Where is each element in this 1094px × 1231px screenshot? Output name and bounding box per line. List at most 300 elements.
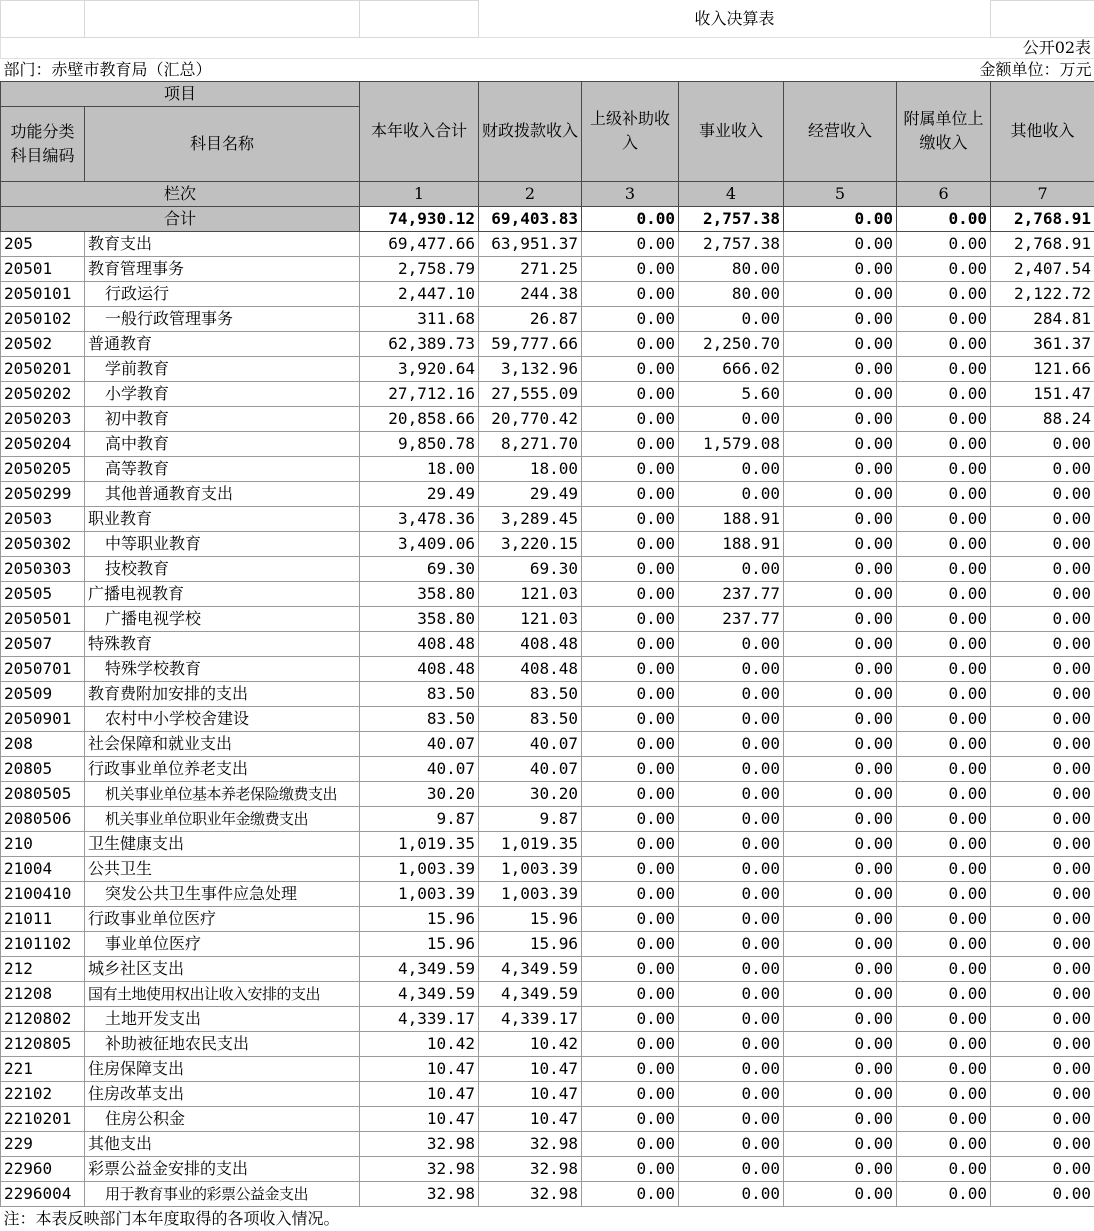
row-name: 其他普通教育支出 [85, 481, 360, 506]
row-value: 0.00 [897, 1156, 991, 1181]
row-value: 0.00 [897, 331, 991, 356]
row-value: 0.00 [784, 1056, 897, 1081]
table-row [1, 1006, 1094, 1031]
row-value: 271.25 [479, 256, 582, 281]
total-value: 0.00 [582, 206, 679, 231]
row-value: 10.47 [360, 1106, 479, 1131]
row-name: 教育支出 [85, 231, 360, 256]
row-value: 0.00 [679, 1156, 784, 1181]
row-value: 32.98 [360, 1156, 479, 1181]
row-value: 0.00 [784, 881, 897, 906]
row-code: 2050202 [1, 381, 85, 406]
page-title: 收入决算表 [479, 1, 991, 38]
row-value: 69.30 [479, 556, 582, 581]
row-value: 0.00 [679, 756, 784, 781]
col-number: 4 [679, 181, 784, 206]
row-name: 突发公共卫生事件应急处理 [85, 881, 360, 906]
table-row [1, 606, 1094, 631]
row-value: 29.49 [360, 481, 479, 506]
row-value: 0.00 [582, 281, 679, 306]
row-name: 中等职业教育 [85, 531, 360, 556]
row-value: 0.00 [897, 956, 991, 981]
row-name: 教育管理事务 [85, 256, 360, 281]
row-value: 0.00 [897, 706, 991, 731]
row-value: 1,003.39 [479, 881, 582, 906]
row-value: 121.03 [479, 581, 582, 606]
row-value: 0.00 [784, 1106, 897, 1131]
row-value: 3,132.96 [479, 356, 582, 381]
row-name: 公共卫生 [85, 856, 360, 881]
row-code: 20502 [1, 331, 85, 356]
row-value: 0.00 [784, 956, 897, 981]
row-value: 59,777.66 [479, 331, 582, 356]
table-row [1, 831, 1094, 856]
row-value: 0.00 [582, 306, 679, 331]
header-subject-name: 科目名称 [85, 106, 360, 181]
row-value: 0.00 [991, 506, 1094, 531]
row-value: 0.00 [991, 1031, 1094, 1056]
row-value: 0.00 [784, 831, 897, 856]
row-value: 0.00 [991, 681, 1094, 706]
row-code: 2050205 [1, 456, 85, 481]
row-value: 0.00 [784, 1081, 897, 1106]
row-value: 0.00 [991, 631, 1094, 656]
row-name: 机关事业单位基本养老保险缴费支出 [85, 781, 360, 806]
table-row [1, 431, 1094, 456]
row-value: 32.98 [360, 1181, 479, 1206]
row-value: 20,770.42 [479, 406, 582, 431]
row-value: 188.91 [679, 506, 784, 531]
row-value: 0.00 [582, 431, 679, 456]
row-value: 2,122.72 [991, 281, 1094, 306]
table-row [1, 1181, 1094, 1206]
row-value: 18.00 [479, 456, 582, 481]
row-value: 0.00 [679, 1106, 784, 1131]
row-value: 0.00 [679, 731, 784, 756]
row-value: 0.00 [784, 931, 897, 956]
row-value: 0.00 [897, 506, 991, 531]
header-col-2: 财政拨款收入 [479, 81, 582, 181]
row-value: 0.00 [784, 356, 897, 381]
row-value: 4,349.59 [360, 981, 479, 1006]
row-value: 0.00 [784, 631, 897, 656]
table-row [1, 331, 1094, 356]
row-code: 229 [1, 1131, 85, 1156]
row-value: 0.00 [991, 831, 1094, 856]
row-value: 237.77 [679, 606, 784, 631]
row-value: 83.50 [360, 681, 479, 706]
row-value: 0.00 [784, 406, 897, 431]
row-value: 0.00 [679, 556, 784, 581]
row-value: 9.87 [479, 806, 582, 831]
row-value: 0.00 [679, 906, 784, 931]
row-value: 0.00 [991, 581, 1094, 606]
row-value: 0.00 [679, 981, 784, 1006]
row-value: 0.00 [897, 456, 991, 481]
row-value: 0.00 [582, 656, 679, 681]
row-name: 住房保障支出 [85, 1056, 360, 1081]
row-value: 0.00 [784, 431, 897, 456]
row-name: 小学教育 [85, 381, 360, 406]
row-code: 2296004 [1, 1181, 85, 1206]
row-value: 0.00 [582, 456, 679, 481]
row-code: 2120802 [1, 1006, 85, 1031]
row-value: 1,019.35 [360, 831, 479, 856]
row-value: 0.00 [897, 731, 991, 756]
row-name: 卫生健康支出 [85, 831, 360, 856]
row-value: 26.87 [479, 306, 582, 331]
row-value: 10.42 [360, 1031, 479, 1056]
table-row [1, 1081, 1094, 1106]
row-value: 0.00 [897, 306, 991, 331]
row-value: 0.00 [897, 831, 991, 856]
row-value: 0.00 [784, 456, 897, 481]
table-row [1, 706, 1094, 731]
row-value: 408.48 [360, 656, 479, 681]
row-value: 3,289.45 [479, 506, 582, 531]
row-value: 0.00 [897, 656, 991, 681]
row-value: 0.00 [679, 1181, 784, 1206]
row-value: 0.00 [991, 1056, 1094, 1081]
row-value: 0.00 [582, 1056, 679, 1081]
row-value: 0.00 [679, 1131, 784, 1156]
header-item: 项目 [1, 81, 360, 106]
row-value: 0.00 [582, 381, 679, 406]
row-name: 土地开发支出 [85, 1006, 360, 1031]
row-value: 0.00 [991, 1131, 1094, 1156]
row-name: 住房公积金 [85, 1106, 360, 1131]
row-value: 30.20 [360, 781, 479, 806]
row-code: 20505 [1, 581, 85, 606]
row-value: 83.50 [479, 706, 582, 731]
row-value: 0.00 [991, 806, 1094, 831]
row-value: 0.00 [679, 881, 784, 906]
header-lanci: 栏次 [1, 181, 360, 206]
row-value: 9,850.78 [360, 431, 479, 456]
row-code: 2050101 [1, 281, 85, 306]
row-value: 0.00 [991, 1106, 1094, 1131]
row-value: 0.00 [784, 731, 897, 756]
row-value: 0.00 [784, 581, 897, 606]
row-value: 0.00 [582, 331, 679, 356]
col-number: 2 [479, 181, 582, 206]
table-row [1, 781, 1094, 806]
header-col-7: 其他收入 [991, 81, 1094, 181]
table-row [1, 531, 1094, 556]
row-value: 27,555.09 [479, 381, 582, 406]
row-value: 0.00 [582, 1181, 679, 1206]
total-value: 0.00 [897, 206, 991, 231]
row-value: 4,349.59 [479, 956, 582, 981]
row-value: 0.00 [582, 806, 679, 831]
row-value: 0.00 [897, 1056, 991, 1081]
row-code: 2050203 [1, 406, 85, 431]
row-value: 188.91 [679, 531, 784, 556]
row-value: 0.00 [991, 931, 1094, 956]
row-value: 0.00 [991, 881, 1094, 906]
row-value: 1,579.08 [679, 431, 784, 456]
row-value: 15.96 [360, 906, 479, 931]
row-value: 40.07 [479, 731, 582, 756]
row-code: 2210201 [1, 1106, 85, 1131]
row-value: 0.00 [991, 706, 1094, 731]
row-value: 0.00 [784, 481, 897, 506]
row-value: 0.00 [679, 681, 784, 706]
row-value: 0.00 [679, 656, 784, 681]
row-name: 城乡社区支出 [85, 956, 360, 981]
row-value: 0.00 [784, 1006, 897, 1031]
row-code: 20501 [1, 256, 85, 281]
col-number: 6 [897, 181, 991, 206]
table-row [1, 856, 1094, 881]
row-value: 0.00 [784, 981, 897, 1006]
row-value: 0.00 [679, 706, 784, 731]
total-value: 0.00 [784, 206, 897, 231]
row-code: 2080506 [1, 806, 85, 831]
row-value: 358.80 [360, 581, 479, 606]
row-value: 0.00 [897, 931, 991, 956]
row-value: 0.00 [991, 1156, 1094, 1181]
row-name: 高中教育 [85, 431, 360, 456]
row-value: 0.00 [784, 781, 897, 806]
table-row [1, 806, 1094, 831]
row-value: 0.00 [582, 356, 679, 381]
row-name: 社会保障和就业支出 [85, 731, 360, 756]
table-row [1, 1056, 1094, 1081]
row-value: 0.00 [897, 556, 991, 581]
row-value: 244.38 [479, 281, 582, 306]
row-value: 0.00 [582, 1131, 679, 1156]
row-value: 0.00 [679, 306, 784, 331]
row-value: 0.00 [991, 981, 1094, 1006]
row-value: 3,478.36 [360, 506, 479, 531]
row-value: 0.00 [897, 606, 991, 631]
row-value: 0.00 [784, 681, 897, 706]
table-row [1, 356, 1094, 381]
row-value: 2,757.38 [679, 231, 784, 256]
row-value: 0.00 [991, 956, 1094, 981]
row-value: 0.00 [582, 406, 679, 431]
row-value: 69.30 [360, 556, 479, 581]
row-value: 0.00 [897, 281, 991, 306]
row-code: 210 [1, 831, 85, 856]
row-code: 20507 [1, 631, 85, 656]
row-value: 10.47 [479, 1056, 582, 1081]
department-label: 部门：赤壁市教育局（汇总） [1, 58, 582, 81]
row-value: 9.87 [360, 806, 479, 831]
row-value: 0.00 [897, 1106, 991, 1131]
row-code: 2050201 [1, 356, 85, 381]
row-value: 15.96 [360, 931, 479, 956]
row-value: 0.00 [582, 581, 679, 606]
row-value: 0.00 [991, 906, 1094, 931]
row-value: 1,003.39 [360, 856, 479, 881]
row-value: 0.00 [991, 431, 1094, 456]
row-value: 0.00 [897, 256, 991, 281]
row-value: 0.00 [679, 1006, 784, 1031]
row-value: 0.00 [784, 331, 897, 356]
row-value: 0.00 [897, 1031, 991, 1056]
table-row [1, 656, 1094, 681]
row-value: 0.00 [582, 1031, 679, 1056]
row-value: 0.00 [897, 531, 991, 556]
row-value: 0.00 [582, 1156, 679, 1181]
row-value: 29.49 [479, 481, 582, 506]
row-value: 408.48 [360, 631, 479, 656]
row-value: 0.00 [784, 506, 897, 531]
row-value: 151.47 [991, 381, 1094, 406]
row-name: 补助被征地农民支出 [85, 1031, 360, 1056]
total-value: 74,930.12 [360, 206, 479, 231]
row-value: 0.00 [897, 781, 991, 806]
table-row [1, 556, 1094, 581]
row-value: 0.00 [582, 1006, 679, 1031]
row-value: 0.00 [582, 1106, 679, 1131]
row-value: 0.00 [784, 706, 897, 731]
row-value: 666.02 [679, 356, 784, 381]
row-name: 学前教育 [85, 356, 360, 381]
row-value: 0.00 [784, 1131, 897, 1156]
col-number: 3 [582, 181, 679, 206]
row-value: 0.00 [897, 1081, 991, 1106]
row-value: 0.00 [784, 306, 897, 331]
row-code: 22102 [1, 1081, 85, 1106]
table-row [1, 731, 1094, 756]
row-code: 2050204 [1, 431, 85, 456]
row-value: 0.00 [991, 1006, 1094, 1031]
row-value: 0.00 [897, 906, 991, 931]
row-value: 408.48 [479, 631, 582, 656]
row-value: 0.00 [679, 406, 784, 431]
row-value: 0.00 [582, 556, 679, 581]
row-code: 21208 [1, 981, 85, 1006]
row-value: 0.00 [897, 681, 991, 706]
row-value: 0.00 [679, 456, 784, 481]
row-value: 0.00 [784, 556, 897, 581]
header-col-6: 附属单位上缴收入 [897, 81, 991, 181]
row-code: 2101102 [1, 931, 85, 956]
total-value: 69,403.83 [479, 206, 582, 231]
row-value: 1,003.39 [360, 881, 479, 906]
row-value: 0.00 [784, 756, 897, 781]
row-code: 2050901 [1, 706, 85, 731]
row-value: 80.00 [679, 256, 784, 281]
row-name: 特殊学校教育 [85, 656, 360, 681]
row-value: 1,019.35 [479, 831, 582, 856]
row-value: 0.00 [991, 856, 1094, 881]
row-code: 2050501 [1, 606, 85, 631]
table-row [1, 281, 1094, 306]
row-value: 4,339.17 [360, 1006, 479, 1031]
footnote: 注：本表反映部门本年度取得的各项收入情况。 [1, 1206, 1094, 1231]
row-value: 0.00 [582, 881, 679, 906]
table-row [1, 1031, 1094, 1056]
row-value: 0.00 [582, 631, 679, 656]
row-value: 80.00 [679, 281, 784, 306]
row-value: 0.00 [897, 581, 991, 606]
row-code: 22960 [1, 1156, 85, 1181]
row-code: 2050303 [1, 556, 85, 581]
header-col-5: 经营收入 [784, 81, 897, 181]
row-name: 职业教育 [85, 506, 360, 531]
row-value: 361.37 [991, 331, 1094, 356]
row-value: 0.00 [784, 856, 897, 881]
row-value: 0.00 [784, 256, 897, 281]
row-name: 行政事业单位医疗 [85, 906, 360, 931]
row-value: 32.98 [479, 1156, 582, 1181]
row-name: 行政事业单位养老支出 [85, 756, 360, 781]
row-value: 0.00 [582, 731, 679, 756]
row-value: 0.00 [582, 781, 679, 806]
row-value: 15.96 [479, 931, 582, 956]
row-value: 2,447.10 [360, 281, 479, 306]
row-value: 0.00 [991, 556, 1094, 581]
table-row [1, 906, 1094, 931]
row-value: 0.00 [679, 481, 784, 506]
table-row [1, 981, 1094, 1006]
row-value: 0.00 [582, 756, 679, 781]
row-value: 121.66 [991, 356, 1094, 381]
table-row [1, 506, 1094, 531]
row-value: 83.50 [479, 681, 582, 706]
row-code: 2050302 [1, 531, 85, 556]
row-value: 2,250.70 [679, 331, 784, 356]
total-value: 2,757.38 [679, 206, 784, 231]
table-row [1, 681, 1094, 706]
total-label: 合计 [1, 206, 360, 231]
row-value: 0.00 [897, 381, 991, 406]
row-value: 0.00 [897, 631, 991, 656]
row-value: 30.20 [479, 781, 582, 806]
row-value: 0.00 [784, 1156, 897, 1181]
row-value: 0.00 [897, 406, 991, 431]
table-row [1, 406, 1094, 431]
row-value: 0.00 [582, 231, 679, 256]
row-value: 0.00 [582, 981, 679, 1006]
row-code: 205 [1, 231, 85, 256]
header-col-4: 事业收入 [679, 81, 784, 181]
row-value: 3,409.06 [360, 531, 479, 556]
row-value: 0.00 [897, 881, 991, 906]
row-value: 18.00 [360, 456, 479, 481]
row-code: 2120805 [1, 1031, 85, 1056]
row-value: 121.03 [479, 606, 582, 631]
row-name: 彩票公益金安排的支出 [85, 1156, 360, 1181]
row-value: 0.00 [679, 781, 784, 806]
row-value: 0.00 [784, 281, 897, 306]
row-value: 62,389.73 [360, 331, 479, 356]
row-name: 广播电视学校 [85, 606, 360, 631]
row-value: 4,349.59 [479, 981, 582, 1006]
table-row [1, 1131, 1094, 1156]
row-value: 0.00 [582, 956, 679, 981]
row-value: 2,768.91 [991, 231, 1094, 256]
row-value: 2,407.54 [991, 256, 1094, 281]
row-value: 0.00 [784, 606, 897, 631]
col-number: 5 [784, 181, 897, 206]
row-code: 2080505 [1, 781, 85, 806]
row-name: 普通教育 [85, 331, 360, 356]
row-value: 0.00 [991, 456, 1094, 481]
row-value: 0.00 [991, 756, 1094, 781]
row-value: 0.00 [991, 656, 1094, 681]
table-row [1, 1106, 1094, 1131]
row-value: 0.00 [897, 806, 991, 831]
table-row [1, 481, 1094, 506]
row-value: 0.00 [679, 806, 784, 831]
row-value: 88.24 [991, 406, 1094, 431]
row-code: 21004 [1, 856, 85, 881]
